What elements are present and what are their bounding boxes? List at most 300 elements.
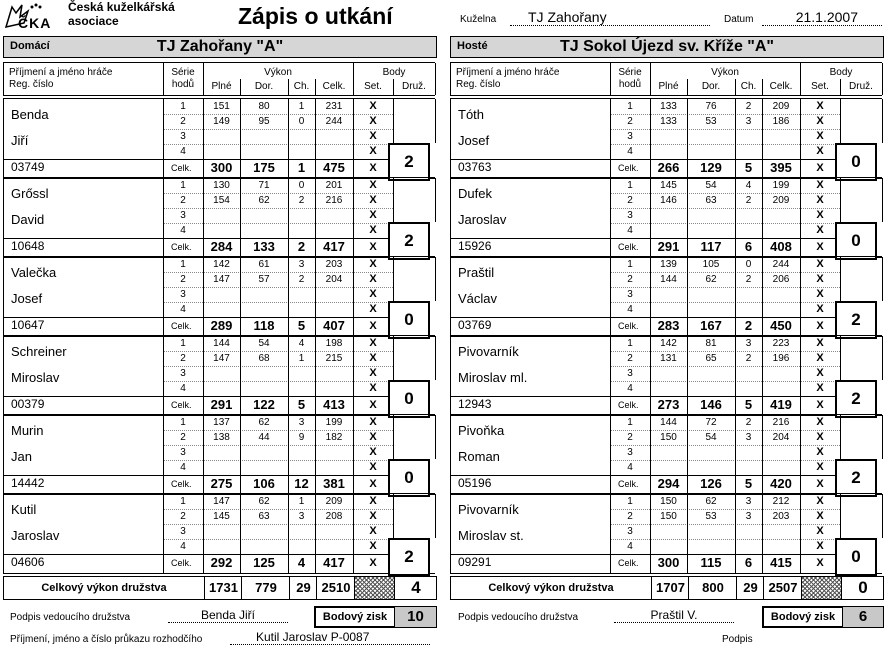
grid-line [450,178,451,257]
serie-number: 2 [627,353,633,364]
total-celk: 413 [323,397,345,412]
serie-number: 2 [180,432,186,443]
celk-label: Celk. [171,558,192,568]
total-ch: 5 [297,397,306,412]
serie-number: 1 [627,180,633,191]
grid-line [882,494,883,538]
serie-number: 2 [180,195,186,206]
home-side-label: Domácí [10,40,50,52]
grid-line [450,396,610,397]
grid-line [315,99,316,178]
col-set-label: Set. [364,81,382,92]
serie-number: 3 [180,289,186,300]
serie-plne: 154 [213,195,230,206]
grid-line [163,99,164,178]
celk-label: Celk. [618,321,639,331]
grid-line [735,336,736,415]
grid-line [687,494,688,573]
serie-number: 3 [180,368,186,379]
total-celk: 475 [323,160,345,175]
grid-line [203,257,204,336]
set-mark: X [816,209,824,221]
col-serie-label: Série [171,67,195,78]
grid-line [687,79,688,95]
page-title: Zápis o utkání [238,3,393,29]
serie-celk: 209 [325,496,343,507]
serie-dor: 95 [258,116,270,127]
grid-line [450,159,610,160]
grid-line [450,317,610,318]
col-reg-label: Reg. číslo [456,79,501,90]
set-mark: X [369,367,377,379]
grid-line [687,178,688,257]
celkovy-vykon-label: Celkový výkon družstva [488,582,614,594]
player-points: 2 [835,459,877,497]
total-plne: 266 [657,160,680,175]
grid-line [687,99,688,178]
serie-number: 4 [627,146,633,157]
grid-line [762,99,763,178]
home-team-total-row [3,576,437,600]
player-firstname: David [11,212,45,227]
serie-dor: 54 [258,338,270,349]
grid-line [353,63,354,95]
player-points: 0 [835,222,877,260]
set-mark: X [369,179,377,191]
grid-line [203,99,204,178]
grid-line [240,415,241,494]
grid-line [762,415,763,494]
grid-line [882,336,883,380]
serie-number: 2 [180,274,186,285]
set-mark: X [816,461,824,473]
player-points: 2 [835,301,877,339]
serie-number: 2 [180,353,186,364]
set-mark: X [816,337,824,349]
grid-line [3,494,4,573]
home-team-bar [3,36,437,58]
serie-number: 3 [180,210,186,221]
player-block [3,414,435,495]
logo-text: ČKA [18,15,52,31]
serie-plne: 130 [213,180,230,191]
player-reg-number: 03749 [11,160,45,174]
celk-label: Celk. [618,163,639,173]
serie-ch: 2 [745,353,752,364]
grid-line [687,257,688,336]
player-surname: Pivovarník [458,344,519,359]
serie-dor: 81 [705,338,717,349]
player-firstname: Roman [458,449,500,464]
grid-line [353,99,354,178]
serie-dor: 54 [705,180,717,191]
player-firstname: Jaroslav [11,528,60,543]
player-firstname: Jiří [11,133,29,148]
grid-line [288,336,289,415]
serie-plne: 150 [660,496,677,507]
total-celk: 420 [770,476,792,491]
team-total-points: 4 [394,577,437,599]
grid-line [3,336,4,415]
grid-line [800,178,801,257]
grid-line [435,63,436,95]
grid-line [687,415,688,494]
set-mark: X [369,557,377,569]
serie-plne: 149 [213,116,230,127]
serie-ch: 3 [745,116,752,127]
set-mark: X [816,179,824,191]
set-mark: X [816,416,824,428]
grid-line [650,494,651,573]
player-block [450,98,882,179]
grid-line [315,178,316,257]
grid-line [610,257,611,336]
total-plne: 283 [657,318,680,333]
serie-ch: 9 [298,432,305,443]
grid-line [240,178,241,257]
player-reg-number: 15926 [458,239,492,253]
serie-plne: 145 [213,511,230,522]
set-mark: X [369,461,377,473]
serie-dor: 53 [705,511,717,522]
set-mark: X [369,320,377,332]
celkovy-vykon-label: Celkový výkon družstva [41,582,167,594]
grid-line [450,336,451,415]
serie-plne: 150 [660,511,677,522]
col-plne-label: Plné [211,81,232,92]
set-mark: X [369,495,377,507]
serie-ch: 2 [745,274,752,285]
grid-line [800,494,801,573]
kuzelna-label: Kuželna [460,14,497,25]
serie-ch: 1 [298,496,305,507]
grid-line [650,178,651,257]
grid-line [353,415,354,494]
serie-plne: 144 [213,338,230,349]
set-mark: X [816,130,824,142]
grid-line [610,494,611,573]
serie-dor: 62 [705,496,717,507]
serie-celk: 198 [325,338,343,349]
team-total-plne: 1707 [651,577,689,599]
grid-line [240,79,241,95]
player-block [3,493,435,574]
grid-line [450,99,451,178]
player-reg-number: 09291 [458,555,492,569]
grid-line [882,257,883,301]
serie-dor: 72 [705,417,717,428]
celk-label: Celk. [171,163,192,173]
grid-line [450,494,451,573]
grid-line [882,63,883,95]
away-team-total-row [450,576,884,600]
serie-celk: 199 [325,417,343,428]
total-ch: 6 [744,239,753,254]
grid-line [163,494,164,573]
grid-line [315,79,316,95]
player-firstname: Miroslav ml. [458,370,528,385]
total-dor: 122 [253,397,275,412]
grid-line [882,99,883,143]
col-ch-label: Ch. [293,81,310,92]
serie-celk: 216 [772,417,790,428]
referee-value: Kutil Jaroslav P-0087 [230,630,430,645]
set-mark: X [369,115,377,127]
total-dor: 115 [700,555,722,570]
grid-line [3,178,4,257]
player-points: 0 [388,459,430,497]
serie-celk: 201 [325,180,343,191]
serie-dor: 62 [258,496,270,507]
away-leader-name: Praštil V. [614,608,734,623]
grid-line [288,415,289,494]
grid-line [650,257,651,336]
player-points: 2 [388,143,430,181]
grid-line [435,99,436,143]
serie-number: 1 [627,417,633,428]
away-leader-label: Podpis vedoucího družstva [458,612,579,623]
celk-label: Celk. [171,400,192,410]
col-serie-label: Série [618,67,642,78]
set-mark: X [816,352,824,364]
kuzelna-value: TJ Zahořany [510,9,710,26]
serie-ch: 0 [298,180,305,191]
serie-number: 3 [627,368,633,379]
grid-line [800,336,801,415]
grid-line [240,494,241,573]
col-vykon-label: Výkon [711,67,739,78]
grid-line [163,415,164,494]
serie-number: 3 [627,447,633,458]
col-body-label: Body [382,67,406,78]
serie-number: 4 [627,462,633,473]
datum-label: Datum [724,14,754,25]
serie-number: 3 [627,131,633,142]
set-mark: X [369,446,377,458]
grid-line [353,178,354,257]
grid-line [762,178,763,257]
total-celk: 415 [770,555,792,570]
away-side-label: Hosté [457,40,488,52]
set-mark: X [816,288,824,300]
grid-line [800,415,801,494]
serie-number: 1 [180,338,186,349]
serie-number: 2 [627,511,633,522]
set-mark: X [816,145,824,157]
set-mark: X [369,510,377,522]
total-plne: 275 [210,476,233,491]
grid-line [203,415,204,494]
player-points: 0 [388,301,430,339]
serie-number: 2 [627,195,633,206]
set-mark: X [369,540,377,552]
serie-dor: 53 [705,116,717,127]
grid-line [3,396,163,397]
player-block [3,335,435,416]
grid-line [762,257,763,336]
set-mark: X [369,130,377,142]
away-bodovy-zisk-label: Bodový zisk [763,607,843,627]
serie-plne: 139 [660,259,677,270]
player-block [3,98,435,179]
celk-label: Celk. [618,558,639,568]
celk-label: Celk. [171,242,192,252]
player-block [450,335,882,416]
serie-number: 4 [180,225,186,236]
player-reg-number: 10647 [11,318,45,332]
grid-line [203,63,204,95]
set-mark: X [816,367,824,379]
home-leader-label: Podpis vedoucího družstva [10,612,131,623]
total-plne: 289 [210,318,233,333]
grid-line [3,159,163,160]
set-mark: X [816,431,824,443]
org-name: Česká kuželkářská asociace [68,0,175,28]
serie-ch: 1 [298,101,305,112]
grid-line [3,475,163,476]
player-firstname: Miroslav [11,370,60,385]
grid-line [353,336,354,415]
team-total-dor: 800 [688,577,737,599]
grid-line [882,178,883,222]
player-points: 2 [388,538,430,576]
set-mark: X [369,273,377,285]
set-mark: X [816,224,824,236]
grid-line [610,63,611,95]
player-surname: Dufek [458,186,492,201]
serie-number: 1 [180,417,186,428]
grid-line [203,494,204,573]
serie-number: 4 [627,541,633,552]
col-dor-label: Dor. [254,81,274,92]
celk-label: Celk. [171,321,192,331]
total-plne: 284 [210,239,233,254]
serie-ch: 3 [298,511,305,522]
grid-line [610,336,611,415]
player-points: 0 [835,538,877,576]
referee-label: Příjmení, jméno a číslo průkazu rozhodčího [10,634,203,645]
col-name-label: Příjmení a jméno hráče [9,67,113,78]
total-dor: 125 [253,555,275,570]
serie-ch: 4 [298,338,305,349]
serie-ch: 3 [745,432,752,443]
set-mark: X [816,320,824,332]
grid-line [735,494,736,573]
grid-line [435,415,436,459]
grid-line [288,494,289,573]
player-reg-number: 14442 [11,476,45,490]
player-reg-number: 04606 [11,555,45,569]
total-plne: 294 [657,476,680,491]
serie-plne: 142 [660,338,677,349]
grid-line [435,257,436,301]
total-celk: 408 [770,239,792,254]
serie-number: 4 [180,383,186,394]
serie-celk: 182 [325,432,343,443]
serie-ch: 3 [745,338,752,349]
serie-dor: 57 [258,274,270,285]
away-team-bar [450,36,884,58]
player-surname: Murin [11,423,44,438]
celk-label: Celk. [618,242,639,252]
total-plne: 291 [657,239,680,254]
serie-dor: 80 [258,101,270,112]
team-total-celk: 2510 [316,577,355,599]
serie-celk: 203 [325,259,343,270]
total-dor: 106 [253,476,275,491]
serie-celk: 215 [325,353,343,364]
team-total-celk: 2507 [763,577,802,599]
grid-line [3,99,4,178]
serie-ch: 2 [745,417,752,428]
grid-line [315,336,316,415]
set-mark: X [369,241,377,253]
team-total-plne: 1731 [204,577,242,599]
player-surname: Grőssl [11,186,49,201]
set-mark: X [369,382,377,394]
serie-number: 2 [627,116,633,127]
serie-number: 1 [180,101,186,112]
player-reg-number: 10648 [11,239,45,253]
col-hodu-label: hodů [171,79,195,90]
grid-line [450,238,610,239]
serie-celk: 204 [772,432,790,443]
player-surname: Schreiner [11,344,67,359]
serie-number: 3 [627,526,633,537]
podpis-label: Podpis [722,634,753,645]
serie-number: 2 [627,432,633,443]
total-plne: 273 [657,397,680,412]
serie-celk: 186 [772,116,790,127]
set-mark: X [369,100,377,112]
grid-line [3,238,163,239]
player-block [3,256,435,337]
serie-number: 4 [180,304,186,315]
serie-dor: 63 [258,511,270,522]
grid-line [840,79,841,95]
home-bodovy-zisk-value: 10 [395,607,436,627]
player-reg-number: 05196 [458,476,492,490]
grid-line [163,178,164,257]
total-ch: 2 [744,318,753,333]
total-ch: 6 [744,555,753,570]
total-celk: 395 [770,160,792,175]
total-celk: 417 [323,239,345,254]
col-plne-label: Plné [658,81,679,92]
player-firstname: Václav [458,291,498,306]
player-block [3,177,435,258]
col-hodu-label: hodů [618,79,642,90]
home-bodovy-zisk [314,606,437,628]
serie-number: 1 [627,101,633,112]
grid-line [650,99,651,178]
total-celk: 419 [770,397,792,412]
serie-celk: 216 [325,195,343,206]
serie-number: 4 [627,383,633,394]
grid-line [3,554,163,555]
total-dor: 118 [253,318,275,333]
serie-plne: 131 [660,353,677,364]
grid-line [435,336,436,380]
serie-ch: 4 [745,180,752,191]
set-mark: X [369,431,377,443]
grid-line [240,99,241,178]
grid-line [315,257,316,336]
serie-dor: 62 [258,195,270,206]
serie-number: 4 [627,304,633,315]
serie-dor: 54 [705,432,717,443]
player-reg-number: 00379 [11,397,45,411]
